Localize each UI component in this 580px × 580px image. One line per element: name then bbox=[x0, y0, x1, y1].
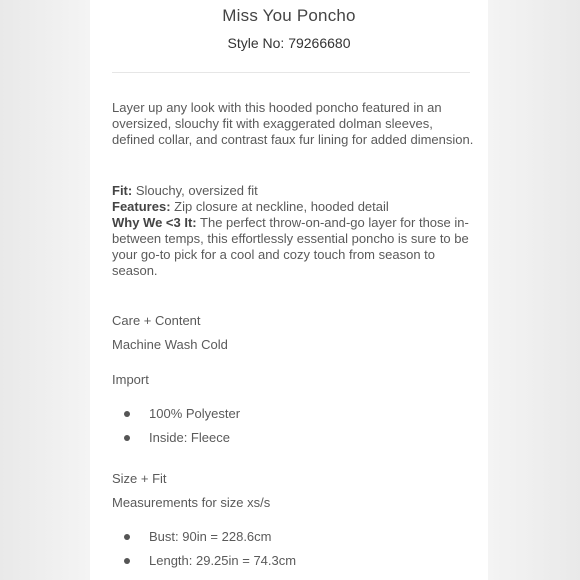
style-number: Style No: 79266680 bbox=[227, 35, 351, 51]
features-line bbox=[112, 199, 474, 215]
why-value: The perfect throw-on-and-go layer for those in-between temps, this effortlessly essential poncho is sure to be your go-to pick for a cool and cozy touch from season to season. bbox=[112, 215, 469, 278]
right-margin bbox=[488, 0, 580, 580]
bullet-icon bbox=[124, 435, 130, 441]
features-value: Zip closure at neckline, hooded detail bbox=[170, 199, 389, 214]
product-description: Layer up any look with this hooded poncho featured in an oversized, slouchy fit with exaggerated dolman sleeves, defined collar, and contrast faux fur lining for added dimension. bbox=[112, 100, 474, 147]
features-label: Features: bbox=[112, 199, 171, 214]
left-margin bbox=[0, 0, 90, 580]
fit-value: Slouchy, oversized fit bbox=[132, 183, 258, 198]
bullet-icon bbox=[124, 534, 130, 540]
size-fit-heading: Size + Fit bbox=[112, 471, 167, 486]
list-item-label: Inside: Fleece bbox=[149, 430, 230, 445]
fit-line bbox=[112, 183, 474, 199]
list-item-label: Length: 29.25in = 74.3cm bbox=[149, 553, 297, 568]
bullet-icon bbox=[124, 558, 130, 564]
product-attributes bbox=[112, 183, 474, 279]
why-line bbox=[112, 215, 474, 279]
measurements-label: Measurements for size xs/s bbox=[112, 495, 271, 510]
care-origin: Import bbox=[112, 372, 149, 387]
list-item-label: 100% Polyester bbox=[149, 406, 241, 421]
care-wash: Machine Wash Cold bbox=[112, 337, 228, 352]
product-details-panel bbox=[90, 0, 488, 580]
product-title: Miss You Poncho bbox=[222, 6, 356, 25]
divider bbox=[112, 72, 470, 73]
care-heading: Care + Content bbox=[112, 313, 201, 328]
bullet-icon bbox=[124, 411, 130, 417]
list-item-label: Bust: 90in = 228.6cm bbox=[149, 529, 272, 544]
why-label: Why We <3 It: bbox=[112, 215, 197, 230]
fit-label: Fit: bbox=[112, 183, 133, 198]
